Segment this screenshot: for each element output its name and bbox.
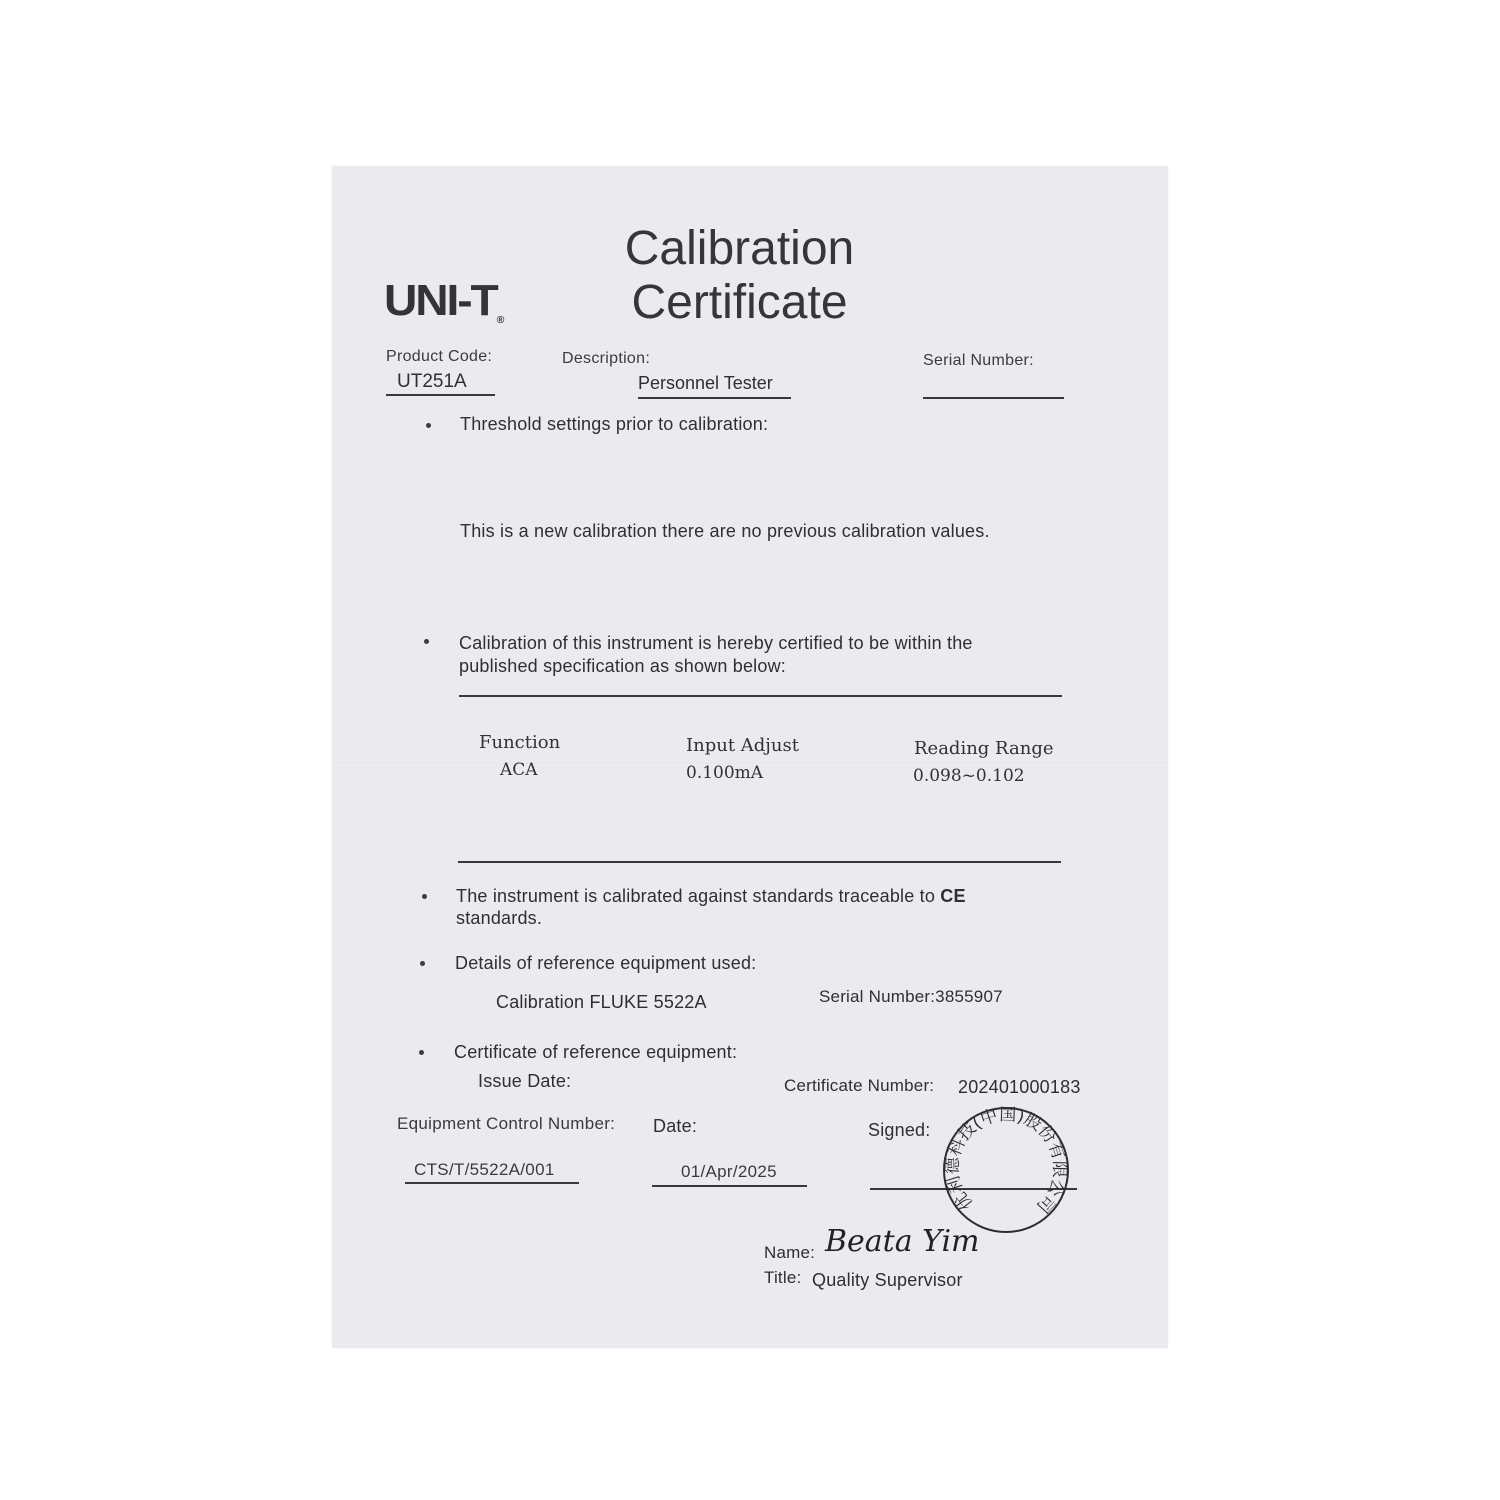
table-top-rule [459, 695, 1062, 697]
issue-date-label: Issue Date: [478, 1071, 572, 1091]
table-bottom-rule [458, 861, 1061, 863]
serial-number-underline [923, 397, 1064, 399]
cert-number-label: Certificate Number: [784, 1076, 935, 1095]
equipment-control-underline [405, 1182, 579, 1184]
signed-label: Signed: [868, 1120, 931, 1140]
title-value: Quality Supervisor [812, 1270, 963, 1290]
reference-heading: Details of reference equipment used: [455, 953, 757, 973]
bullet [419, 1050, 424, 1055]
brand-logo: UNI-T® [384, 276, 505, 326]
ref-certificate-heading: Certificate of reference equipment: [454, 1042, 738, 1062]
stamp-text: 优利德科技(中国)股份有限公司 [942, 1104, 1070, 1217]
signature: Beata Yim [825, 1224, 980, 1259]
certified-line-2: published specification as shown below: [459, 656, 786, 676]
reference-equipment: Calibration FLUKE 5522A [496, 992, 707, 1012]
table-cell-function: ACA [500, 760, 538, 780]
table-header-input-adjust: Input Adjust [686, 735, 799, 756]
reference-serial: Serial Number:3855907 [819, 987, 1003, 1006]
traceable-line-2: standards. [456, 908, 543, 928]
equipment-control-label: Equipment Control Number: [397, 1114, 616, 1133]
product-code-label: Product Code: [386, 348, 493, 365]
bullet [426, 423, 431, 428]
equipment-control-value: CTS/T/5522A/001 [414, 1160, 555, 1179]
bullet [422, 894, 427, 899]
description-label: Description: [562, 350, 651, 367]
company-stamp-icon [940, 1104, 1072, 1236]
table-header-reading-range: Reading Range [914, 738, 1054, 759]
certified-line-1: Calibration of this instrument is hereby certified to be within the [459, 633, 973, 653]
title-label: Title: [764, 1268, 802, 1287]
product-code-underline [386, 394, 495, 396]
date-underline [652, 1185, 807, 1187]
traceable-ce: CE [940, 886, 966, 906]
description-underline [638, 397, 791, 399]
table-cell-input-adjust: 0.100mA [686, 763, 764, 783]
name-label: Name: [764, 1243, 816, 1262]
bullet [420, 961, 425, 966]
cert-number-value: 202401000183 [958, 1077, 1081, 1097]
serial-number-label: Serial Number: [923, 352, 1034, 369]
date-label: Date: [653, 1116, 698, 1136]
traceable-line-1: The instrument is calibrated against standards traceable to CE [456, 886, 966, 906]
table-cell-reading-range: 0.098~0.102 [913, 766, 1025, 786]
description-value: Personnel Tester [638, 373, 773, 393]
page-title: Calibration Certificate [624, 222, 855, 329]
certificate-sheet [332, 166, 1168, 1348]
threshold-heading: Threshold settings prior to calibration: [460, 414, 769, 434]
date-value: 01/Apr/2025 [681, 1162, 777, 1181]
table-header-function: Function [479, 732, 561, 753]
threshold-note: This is a new calibration there are no previous calibration values. [460, 521, 990, 541]
bullet [424, 639, 429, 644]
product-code-value: UT251A [397, 371, 467, 392]
